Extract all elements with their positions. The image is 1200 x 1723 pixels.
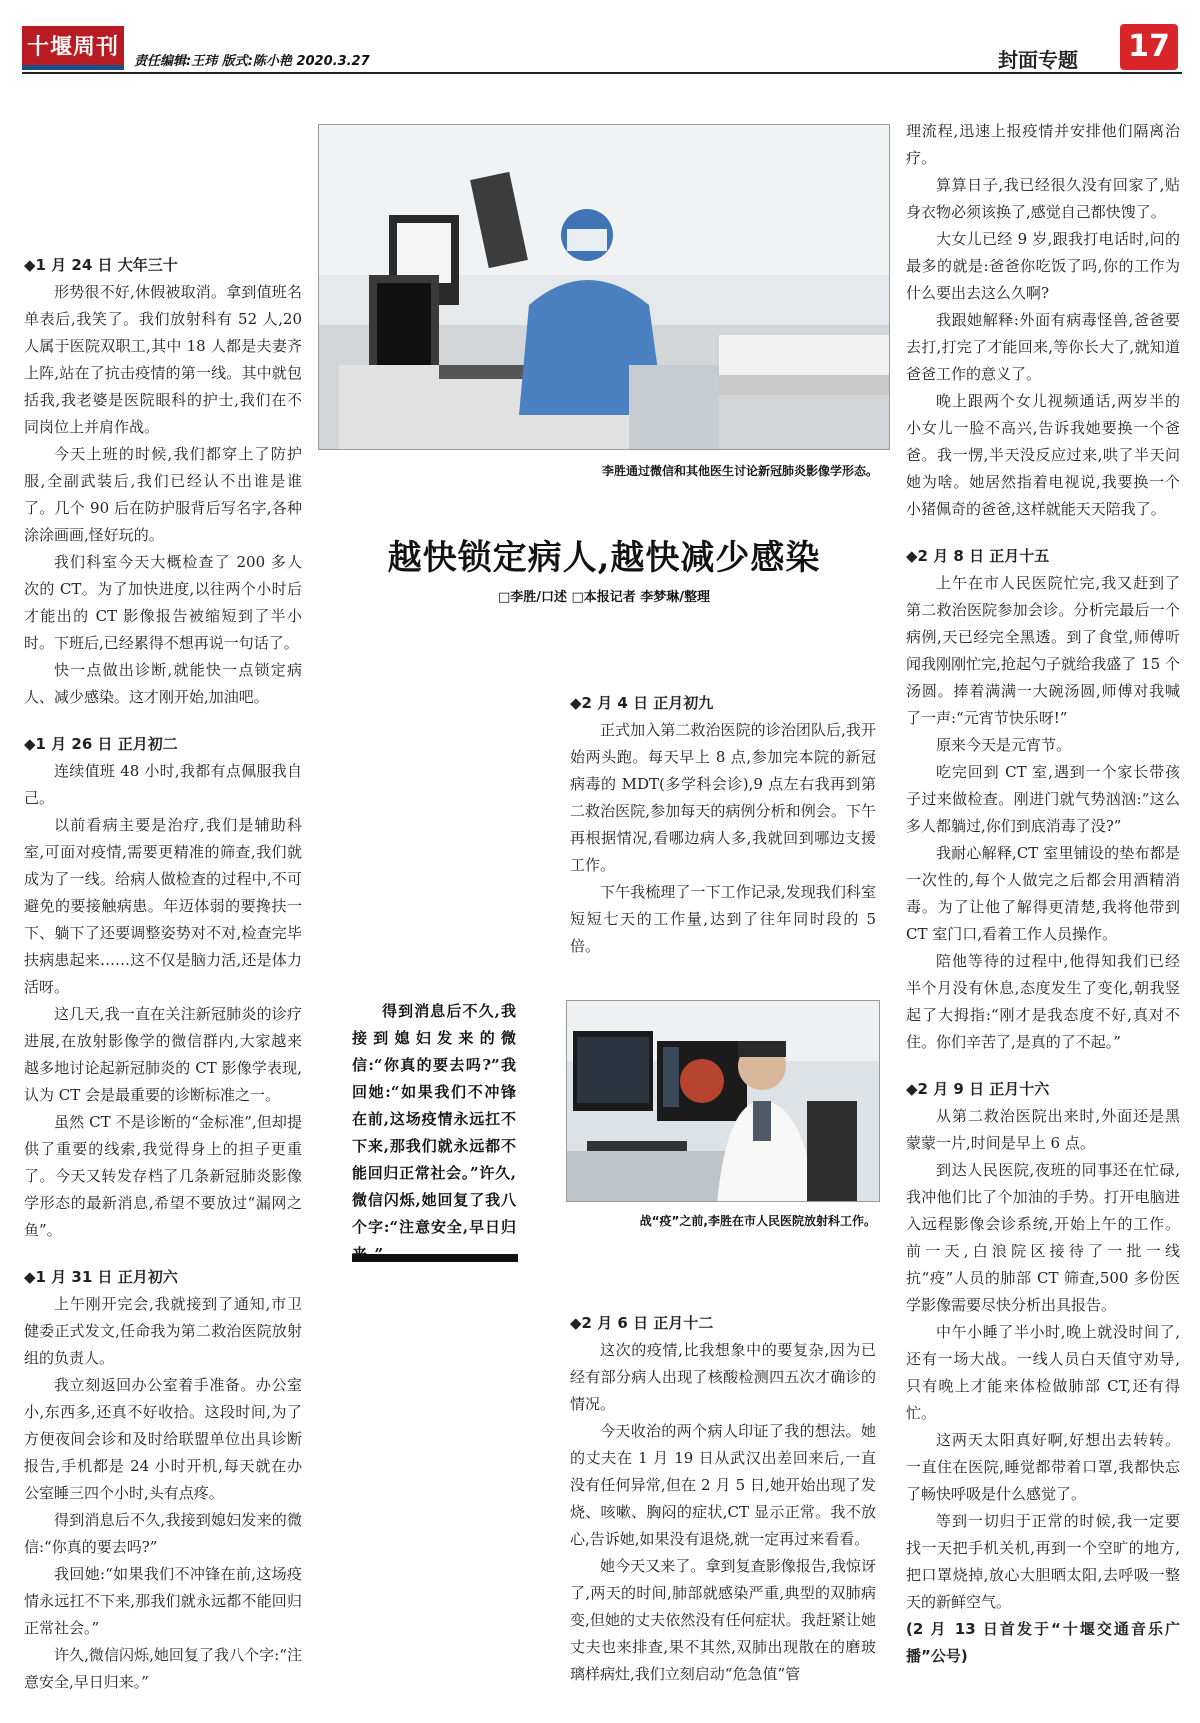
- entry-heading: ◆2 月 4 日 正月初九: [570, 694, 714, 712]
- paragraph: 我立刻返回办公室着手准备。办公室小,东西多,还真不好收拾。这段时间,为了方便夜间会诊和及时给联盟单位出具诊断报告,手机都是 24 小时开机,每天就在办公室睡三四个小时,头有点疼。: [24, 1376, 302, 1502]
- paragraph: 原来今天是元宵节。: [936, 736, 1072, 754]
- paragraph: 许久,微信闪烁,她回复了我八个字:“注意安全,早日归来。”: [24, 1646, 302, 1691]
- entry-heading: ◆2 月 8 日 正月十五: [906, 547, 1050, 565]
- header-divider: [22, 72, 1182, 74]
- paragraph: 我们科室今天大概检查了 200 多人次的 CT。为了加快进度,以往两个小时后才能出的 CT 影像报告被缩短到了半小时。下班后,已经累得不想再说一句话了。: [24, 553, 302, 652]
- paragraph: 大女儿已经 9 岁,跟我打电话时,问的最多的就是:爸爸你吃饭了吗,你的工作为什么要出去这么久啊?: [906, 230, 1180, 302]
- pull-quote: 得到消息后不久,我接到媳妇发来的微信:“你真的要去吗?”我回她:“如果我们不冲锋在前,这场疫情永远扛不下来,那我们就永远都不能回归正常社会。”许久,微信闪烁,她回复了我八个字:“注意安全,早日归: [352, 1002, 516, 1236]
- column-1: [24, 252, 302, 1696]
- paragraph: 这几天,我一直在关注新冠肺炎的诊疗进展,在放射影像学的微信群内,大家越来越多地讨论起新冠肺炎的 CT 影像学表现,认为 CT 会是最重要的诊断标准之一。: [24, 1005, 302, 1104]
- paragraph: 算算日子,我已经很久没有回家了,贴身衣物必须该换了,感觉自己都快馊了。: [906, 176, 1180, 221]
- source-note: (2 月 13 日首发于“十堰交通音乐广播”公号): [906, 1620, 1180, 1665]
- entry-heading: ◆2 月 6 日 正月十二: [570, 1314, 714, 1332]
- doctor-reviewing-ct-photo: [318, 124, 890, 450]
- paragraph: 正式加入第二救治医院的诊治团队后,我开始两头跑。每天早上 8 点,参加完本院的新冠病毒的 MDT(多学科会诊),9 点左右我再到第二救治医院,参加每天的病例分析和例会。下午再根据情况,看哪边病人多,我就回到哪边支援工作。: [570, 721, 876, 874]
- article-headline: 越快锁定病人,越快减少感染: [387, 538, 821, 578]
- paragraph: 中午小睡了半小时,晚上就没时间了,还有一场大战。一线人员白天值守劝导,只有晚上才能来体检做肺部 CT,还有得忙。: [906, 1323, 1180, 1422]
- photo-caption: 李胜通过微信和其他医生讨论新冠肺炎影像学形态。: [601, 464, 878, 478]
- paragraph: 快一点做出诊断,就能快一点锁定病人、减少感染。这才刚开始,加油吧。: [24, 661, 302, 706]
- paragraph: 晚上跟两个女儿视频通话,两岁半的小女儿一脸不高兴,告诉我她要换一个爸爸。我一愣,半天没反应过来,哄了半天问她为啥。她居然指着电视说,我要换一个小猪佩奇的爸爸,这样就能天天陪我了。: [906, 392, 1180, 518]
- paragraph-continued: 理流程,迅速上报疫情并安排他们隔离治疗。: [906, 122, 1180, 167]
- editor-line: 责任编辑:王玮 版式:陈小艳 2020.3.27: [134, 54, 370, 69]
- paragraph: 这两天太阳真好啊,好想出去转转。一直住在医院,睡觉都带着口罩,我都快忘了畅快呼吸是什么感觉了。: [906, 1431, 1180, 1503]
- entry-heading: ◆1 月 26 日 正月初二: [24, 735, 178, 753]
- column-3: [570, 690, 876, 960]
- paragraph: 吃完回到 CT 室,遇到一个家长带孩子过来做检查。刚进门就气势汹汹:“这么多人都躺过,你们到底消毒了没?”: [906, 763, 1180, 835]
- paragraph: 虽然 CT 不是诊断的“金标准”,但却提供了重要的线索,我觉得身上的担子更重了。今天又转发存档了几条新冠肺炎影像学形态的最新消息,希望不要放过“漏网之鱼”。: [24, 1113, 302, 1239]
- paragraph: 这次的疫情,比我想象中的要复杂,因为已经有部分病人出现了核酸检测四五次才确诊的情况。: [570, 1341, 876, 1413]
- entry-heading: ◆1 月 31 日 正月初六: [24, 1268, 178, 1286]
- paragraph: 到达人民医院,夜班的同事还在忙碌,我冲他们比了个加油的手势。打开电脑进入远程影像会诊系统,开始上午的工作。前一天,白浪院区接待了一批一线抗“疫”人员的肺部 CT 筛查,500 多份医学影像需要尽快分析出具报告。: [906, 1161, 1180, 1314]
- doctor-portrait-photo: [566, 1000, 880, 1202]
- paragraph: 我回她:“如果我们不冲锋在前,这场疫情永远扛不下来,那我们就永远都不能回归正常社会。”: [24, 1565, 302, 1637]
- paragraph: 今天收治的两个病人印证了我的想法。她的丈夫在 1 月 19 日从武汉出差回来后,一直没有任何异常,但在 2 月 5 日,她开始出现了发烧、咳嗽、胸闷的症状,CT 显示正常。我不放心,告诉她,如果没有退烧,就一定再过来看看。: [570, 1422, 876, 1548]
- column-4: [906, 118, 1180, 1670]
- article-byline: □李胜/口述 □本报记者 李梦琳/整理: [497, 590, 711, 605]
- column-3-lower: [570, 1310, 876, 1688]
- paragraph: 我跟她解释:外面有病毒怪兽,爸爸要去打,打完了才能回来,等你长大了,就知道爸爸工作的意义了。: [906, 311, 1180, 383]
- paragraph: 陪他等待的过程中,他得知我们已经半个月没有休息,态度发生了变化,朝我竖起了大拇指:“刚才是我态度不好,真对不住。你们辛苦了,是真的了不起。”: [906, 952, 1180, 1051]
- page-number: 17: [1120, 24, 1178, 70]
- paragraph: 形势很不好,休假被取消。拿到值班名单表后,我笑了。我们放射科有 52 人,20 人属于医院双职工,其中 18 人都是夫妻齐上阵,站在了抗击疫情的第一线。其中就包括我,我老婆是医院眼科的护士,我们在不同岗位上并肩作战。: [24, 283, 302, 436]
- paragraph: 她今天又来了。拿到复查影像报告,我惊讶了,两天的时间,肺部就感染严重,典型的双肺病变,但她的丈夫依然没有任何症状。我赶紧让她丈夫也来排查,果不其然,双肺出现散在的磨玻璃样病灶,我们立刻启动“危急值”管: [570, 1557, 876, 1683]
- paragraph: 今天上班的时候,我们都穿上了防护服,全副武装后,我们已经认不出谁是谁了。几个 90 后在防护服背后写名字,各种涂涂画画,怪好玩的。: [24, 445, 302, 544]
- entry-heading: ◆1 月 24 日 大年三十: [24, 256, 178, 274]
- paragraph: 以前看病主要是治疗,我们是辅助科室,可面对疫情,需要更精准的筛查,我们就成为了一线。给病人做检查的过程中,不可避免的要接触病患。年迈体弱的要搀扶一下、躺下了还要调整姿势对不对,检查完毕扶病患起来……这不仅是脑力活,还是体力活呀。: [24, 816, 302, 996]
- entry-heading: ◆2 月 9 日 正月十六: [906, 1080, 1050, 1098]
- section-name: 封面专题: [998, 48, 1078, 72]
- photo-caption: 战“疫”之前,李胜在市人民医院放射科工作。: [639, 1214, 876, 1228]
- paragraph: 上午刚开完会,我就接到了通知,市卫健委正式发文,任命我为第二救治医院放射组的负责人。: [24, 1295, 302, 1367]
- paragraph: 从第二救治医院出来时,外面还是黑蒙蒙一片,时间是早上 6 点。: [906, 1107, 1180, 1152]
- pull-quote-rule: [352, 1254, 518, 1262]
- paragraph: 我耐心解释,CT 室里铺设的垫布都是一次性的,每个人做完之后都会用酒精消毒。为了让他了解得更清楚,我将他带到 CT 室门口,看着工作人员操作。: [906, 844, 1180, 943]
- paragraph: 连续值班 48 小时,我都有点佩服我自己。: [24, 762, 302, 807]
- paragraph: 上午在市人民医院忙完,我又赶到了第二救治医院参加会诊。分析完最后一个病例,天已经完全黑透。到了食堂,师傅听闻我刚刚忙完,抢起勺子就给我盛了 15 个汤圆。捧着满满一大碗汤圆,师傅对我喊了一声:“元宵节快乐呀!”: [906, 574, 1180, 727]
- masthead-logo: 十堰周刊: [22, 26, 124, 70]
- paragraph: 得到消息后不久,我接到媳妇发来的微信:“你真的要去吗?”: [24, 1511, 302, 1556]
- paragraph: 下午我梳理了一下工作记录,发现我们科室短短七天的工作量,达到了往年同时段的 5 倍。: [570, 883, 876, 955]
- paragraph: 等到一切归于正常的时候,我一定要找一天把手机关机,再到一个空旷的地方,把口罩烧掉,放心大胆晒太阳,去呼吸一整天的新鲜空气。: [906, 1512, 1180, 1611]
